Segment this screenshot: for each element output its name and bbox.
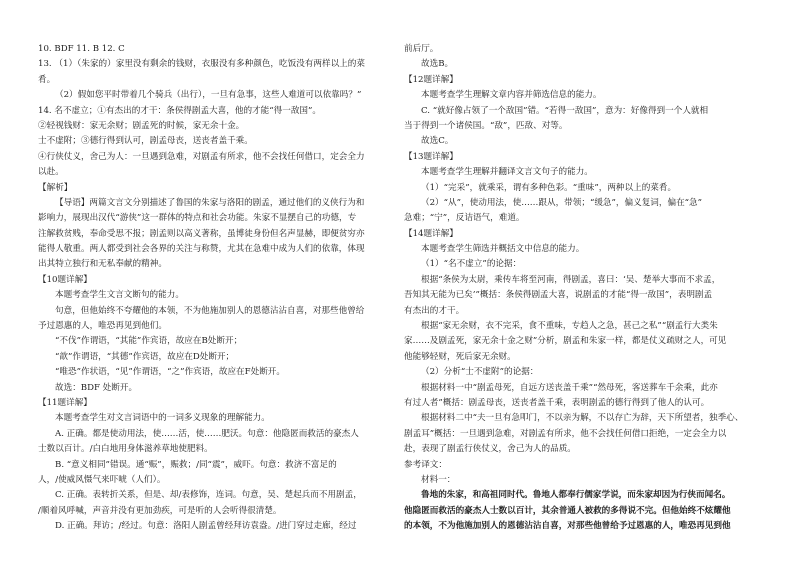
text-line: （2）分析“士不虚附”的论据： <box>421 367 539 378</box>
text-line: 根据材料一中“剧孟母死，自远方送丧盖千乘”“然母死，客送葬车千余乘，此亦 <box>421 382 718 393</box>
text-line: 前后厅。 <box>404 44 439 54</box>
text-line: （1）“名不虚立”的论据： <box>421 259 522 270</box>
text-line: 本题考查学生文言文断句的能力。 <box>55 290 184 301</box>
text-line: D. 正确。拜访；/经过。句意：洛阳人剧孟曾经拜访袁盎。/进门穿过走廊，经过 <box>55 521 357 532</box>
text-line: （1）“完采”，就乘采，谓有多种色彩。“重味”，两种以上的菜肴。 <box>421 182 677 193</box>
text-line: 他能够轻财，死后家无余财。 <box>404 351 516 362</box>
text-line: 注解救贫贱，奉命受思不报；剧孟则以高义著称，虽博徒身份但名声显赫，即便贫穷亦 <box>38 228 365 239</box>
text-line: A. 正确。都是使动用法，使……活，使……肥沃。句意：他隐匿而救活的豪杰人 <box>55 428 359 439</box>
text-line: 句意，但他始终不夸耀他的本领，不为他施加别人的恩德沾沾自喜，对那些他曾给 <box>55 305 365 316</box>
text-line: “不伐”作谓语，“其能”作宾语，故应在B处断开； <box>55 336 243 347</box>
text-line: 根据“家无余财，衣不完采，食不重味，专趋人之急，甚己之私”“剧孟行大类朱 <box>421 321 718 332</box>
text-line: 人，/使威风慑气来吓唬（人们）。 <box>38 474 166 485</box>
section-heading: 【10题详解】 <box>38 274 92 285</box>
text-line: 故选B。 <box>421 59 454 70</box>
answer-line: 以赴。 <box>38 167 64 178</box>
section-heading: 【解析】 <box>38 182 73 193</box>
text-line: 士数以百计。/白白地用身体滋养草地使肥料。 <box>38 444 213 455</box>
answer-line: 14. 名不虚立；①有杰出的才干：条侯得剧孟大喜，他的才能“得一敌国”。 <box>38 105 321 116</box>
translation-line: 的本领，不为他施加别人的恩德沾沾自喜，对那些他曾给予过恩惠的人，唯恐再见到他 <box>404 521 731 532</box>
text-line: “歆”作谓语，“其德”作宾语，故应在D处断开； <box>55 351 235 362</box>
text-line: C. “就好像占领了一个敌国”错。“若得一敌国”，意为：好像得到一个人就相 <box>421 105 709 116</box>
text-line: 根据“条侯为太尉，乘传车将至河南，得剧孟，喜曰：‘吴、楚举大事而不求孟， <box>421 274 721 285</box>
text-line: 本题考查学生理解文章内容并筛选信息的能力。 <box>421 90 602 101</box>
text-line: 根据材料二中“夫一旦有急叩门，不以亲为解，不以存亡为辞，天下所望者，独季心、 <box>421 413 744 424</box>
text-line: 材料一： <box>421 474 456 485</box>
text-line: 【导语】两篇文言文分别描述了鲁国的朱家与洛阳的剧孟，通过他们的义侠行为和 <box>55 197 365 208</box>
section-heading: 【11题详解】 <box>38 397 92 408</box>
section-heading: 【14题详解】 <box>404 228 458 239</box>
answer-line: ④行侠仗义，舍己为人：一旦遇到急难，对剧孟有所求，他不会找任何借口，定会全力 <box>38 151 365 162</box>
answer-line: 10. BDF 11. B 12. C <box>38 44 125 54</box>
text-line: 本题考查学生筛选并概括文中信息的能力。 <box>421 244 585 255</box>
section-heading: 【12题详解】 <box>404 74 458 85</box>
text-line: 家……及剧孟死，家无余十金之财”分析，剧孟和朱家一样，都是仗义疏财之人，可见 <box>404 336 727 347</box>
answer-line: 肴。 <box>38 74 56 85</box>
left-column <box>38 42 394 535</box>
answer-line: 13. （1）（朱家的）家里没有剩余的钱财，衣服没有多种颜色，吃饭没有两样以上的菜 <box>38 59 365 70</box>
right-column <box>404 42 760 535</box>
text-line: 当于得到一个诸侯国。“敌”，匹敌、对等。 <box>404 120 568 131</box>
text-line: 有过人者”概括：剧孟母丧，送丧者盖千乘，表明剧孟的德行得到了他人的认可。 <box>404 397 710 408</box>
text-line: 参考译文： <box>404 459 447 470</box>
text-line: 能得人敬重。两人都受到社会各界的关注与称赞，尤其在急难中成为人们的依靠，体现 <box>38 244 365 255</box>
answer-line: 士不虚附；③德行得到认可，剧孟母丧，送丧者盖千乘。 <box>38 136 253 147</box>
translation-line: 他隐匿而救活的豪杰人士数以百计，其余普通人被救的多得说不完。但他始终不炫耀他 <box>404 505 731 516</box>
text-line: 剧孟耳”概括：一旦遇到急难，对剧孟有所求，他不会找任何借口拒绝，一定会全力以 <box>404 428 727 439</box>
answer-line: （2）假如您平时带着几个骑兵（出行），一旦有急事，这些人难道可以依靠吗？” <box>55 90 362 101</box>
text-line: /顺着风呼喊，声音并没有更加劲疾，可是听的人会听得很清楚。 <box>38 505 282 516</box>
text-line: “唯恐”作状语，“见”作谓语，“之”作宾语，故应在F处断开。 <box>55 367 285 378</box>
text-line: 影响力，展现出汉代“游侠”这一群体的特点和社会功能。朱家不显摆自己的功德，专 <box>38 213 357 224</box>
answer-line: ②轻视钱财：家无余财；剧孟死的时候，家无余十金。 <box>38 120 245 131</box>
text-line: 出其特立独行和无私奉献的精神。 <box>38 259 167 270</box>
text-line: C. 正确。表转折关系，但是、却/表修饰，连词。句意，吴、楚起兵而不用剧孟， <box>55 490 362 501</box>
translation-line: 鲁地的朱家，和高祖同时代。鲁地人都奉行儒家学说，而朱家却因为行侠而闻名。 <box>421 490 731 501</box>
text-line: （2）“从”，使动用法，使……跟从，带领；“缓急”，偏义复词，偏在“急” <box>421 197 703 208</box>
text-line: 有杰出的才干。 <box>404 305 465 316</box>
text-line: 赴，表现了剧孟行侠仗义，舍己为人的品质。 <box>404 444 576 455</box>
section-heading: 【13题详解】 <box>404 151 458 162</box>
text-line: B. “意义相同”错误。通“赈”，赈救；/同“震”，威吓。句意：救济不富足的 <box>55 459 337 470</box>
text-line: 故选C。 <box>421 136 454 147</box>
text-line: 故选：BDF 处断开。 <box>55 382 138 393</box>
text-line: 本题考查学生理解并翻译文言文句子的能力。 <box>421 167 593 178</box>
text-line: 予过恩惠的人，唯恐再见到他们。 <box>38 321 167 332</box>
text-line: 急难；“宁”，反诘语气，难道。 <box>404 213 525 224</box>
text-line: 本题考查学生对文言词语中的一词多义现象的理解能力。 <box>55 413 270 424</box>
text-line: 吾知其无能为已矣’”概括：条侯得剧孟大喜，说剧孟的才能“得一敌国”，表明剧孟 <box>404 290 713 301</box>
